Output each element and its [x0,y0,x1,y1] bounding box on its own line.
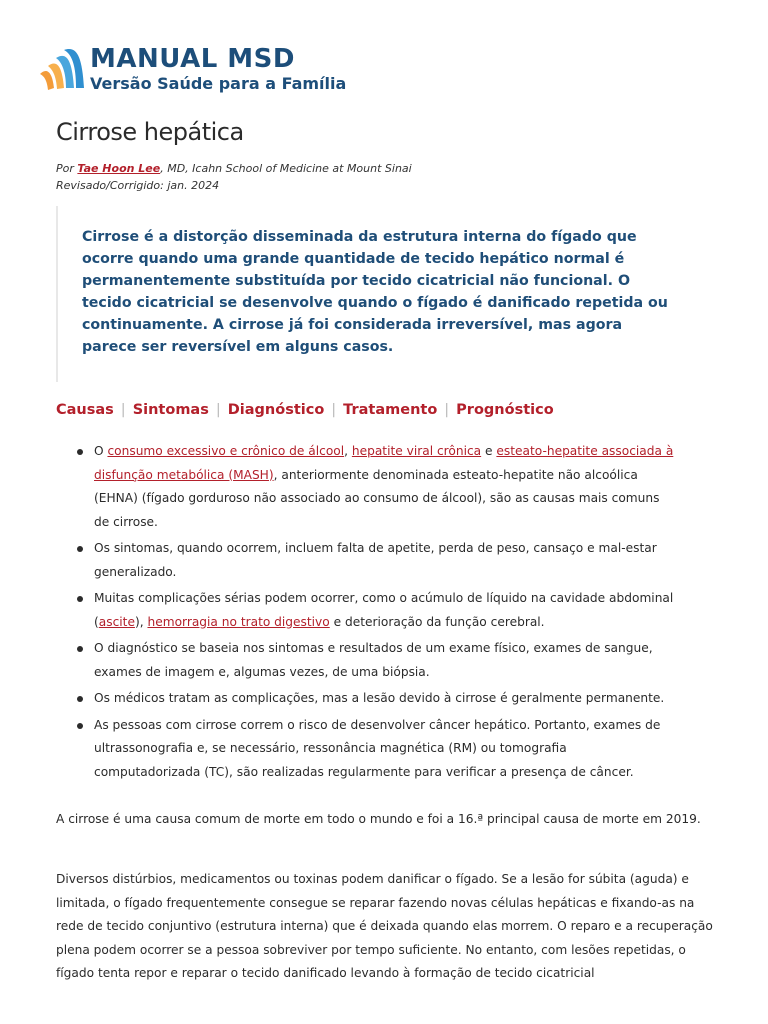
nav-separator: | [331,402,337,418]
bullet-text: , anteriormente denominada esteato-hepatite não alcoólica (EHNA) (fígado gorduroso não associado ao consumo de álcool), são as causas mais comuns de cirrose. [94,467,660,529]
nav-link-causas[interactable]: Causas [56,402,114,418]
nav-link-sintomas[interactable]: Sintomas [132,402,209,418]
link-ascites[interactable]: ascite [98,614,135,629]
section-nav [56,402,554,418]
nav-separator: | [215,402,221,418]
byline-prefix: Por [56,162,74,175]
bullet-text: e deterioração da função cerebral. [329,614,545,629]
bullet-text: O [94,444,108,458]
nav-link-diagnostico[interactable]: Diagnóstico [227,402,325,418]
list-item [76,587,676,634]
body-paragraph: A cirrose é uma causa comum de morte em todo o mundo e foi a 16.ª principal causa de morte em 2019. [56,812,701,826]
revision-date: Revisado/Corrigido: jan. 2024 [56,179,220,192]
list-item: Os sintomas, quando ocorrem, incluem falta de apetite, perda de peso, cansaço e mal-estar generalizado. [76,537,676,584]
link-viral-hepatitis[interactable]: hepatite viral crônica [351,444,482,458]
author-line [56,160,412,177]
summary-box [56,206,676,382]
link-alcohol[interactable]: consumo excessivo e crônico de álcool [107,444,345,458]
link-gi-bleeding[interactable]: hemorragia no trato digestivo [147,614,330,629]
bullet-text: Muitas complicações sérias podem ocorrer, como o acúmulo de líquido na cavidade abdominal ( [94,591,674,629]
nav-link-prognostico[interactable]: Prognóstico [456,402,554,418]
link-mash[interactable]: esteato-hepatite associada à disfunção metabólica (MASH) [94,444,674,482]
brand-title[interactable]: MANUAL MSD [90,44,295,74]
list-item: As pessoas com cirrose correm o risco de desenvolver câncer hepático. Portanto, exames de ultrassonografia e, se necessário, ressonância magnética (RM) ou tomografia computadorizada (TC), são realizadas regularmente para verificar a presença de câncer. [76,714,676,785]
key-points-list [76,440,676,787]
list-item [76,440,676,534]
author-link[interactable]: Tae Hoon Lee [77,162,161,175]
list-item: Os médicos tratam as complicações, mas a lesão devido à cirrose é geralmente permanente. [76,687,676,711]
bullet-text: e [481,444,497,458]
brand-subtitle: Versão Saúde para a Família [90,74,347,93]
byline [56,160,412,194]
summary-text: Cirrose é a distorção disseminada da estrutura interna do fígado que ocorre quando uma grande quantidade de tecido hepático normal é permanentemente substituída por tecido cicatricial não funcional. O tecido cicatricial se desenvolve quando o fígado é danificado repetida ou continuamente. A cirrose já foi considerada irreversível, mas agora parece ser reversível em alguns casos. [82,229,668,355]
nav-separator: | [444,402,450,418]
nav-separator: | [120,402,126,418]
author-affiliation: , MD, Icahn School of Medicine at Mount Sinai [160,162,412,175]
nav-link-tratamento[interactable]: Tratamento [343,402,438,418]
site-header [36,44,436,100]
body-paragraph: Diversos distúrbios, medicamentos ou toxinas podem danificar o fígado. Se a lesão for súbita (aguda) e limitada, o fígado frequentemente consegue se reparar fazendo novas células hepáticas e fixando-as na rede de tecido conjuntivo (estrutura interna) que é deixada quando elas morrem. O reparo e a recuperação plena podem ocorrer se a pessoa sobreviver por tempo suficiente. No entanto, com lesões repetidas, o fígado tenta repor e reparar o tecido danificado levando à formação de tecido cicatricial [56,872,713,980]
msd-logo-icon[interactable] [36,44,86,96]
list-item: O diagnóstico se baseia nos sintomas e resultados de um exame físico, exames de sangue, exames de imagem e, algumas vezes, de uma biópsia. [76,637,676,684]
bullet-text: , [344,444,352,458]
bullet-text: ), [134,614,148,629]
page-title: Cirrose hepática [56,118,244,146]
